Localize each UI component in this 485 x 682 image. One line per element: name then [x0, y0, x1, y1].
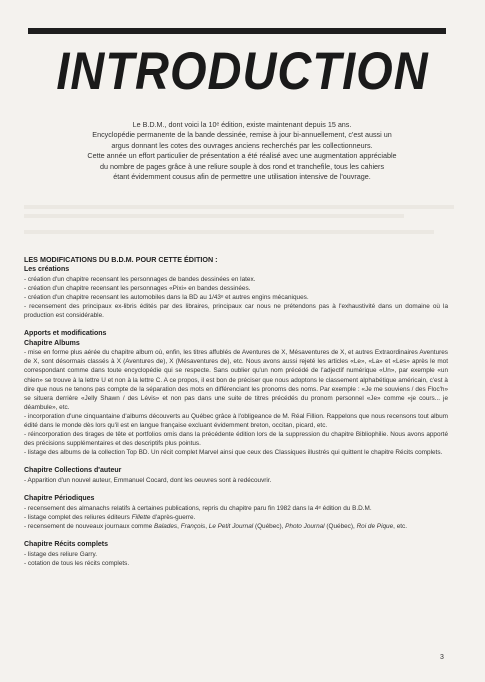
apports-heading: Apports et modifications	[24, 330, 107, 338]
intro-paragraph	[40, 120, 444, 182]
list-item: - mise en forme plus aérée du chapitre album où, enfin, les titres affublés de Aventures de X, Mésaventures de X, et autres Extraordinaires Aventures de X, sont désormais classés à X (Aventures de), X (Mésaventures de), etc. Nous avons aussi rejeté les articles «Le», «La» et «Les» après le mot correspondant comme dans toute encyclopédie qui se respecte. Sans oublier qu'un nom précédé de l'adjectif numérique «Un», par exemple «un chien» se trouve à la lettre U et non à la lettre C. A ce propos, il est bon de préciser que nous adoptons le classement alphabétique américain, c'est à dire que nous ne tenons pas compte de la séparation des mots en différenciant les pronoms des noms. Par exemple : «Je me souviens / des Floc'h» se situera derrière «Jelly Shawn / des Lévis» et non pas dans une suite de titres précédés du pronom personnel «Je» comme «je cours... je déambule», etc.	[24, 349, 448, 411]
list-item: - listage complet des reliures éditeurs Fillette d'après-guerre.	[24, 513, 196, 521]
intro-line: Cette année un effort particulier de présentation a été réalisé avec une augmentation appréciable	[87, 151, 397, 161]
list-item: - création d'un chapitre recensant les automobiles dans la BD au 1/43ᵉ et autres engins mécaniques.	[24, 293, 309, 301]
page-number: 3	[440, 654, 444, 661]
list-item: - recensement des almanachs relatifs à certaines publications, repris du chapitre paru fin 1982 dans la 4ᵉ édition du B.D.M.	[24, 504, 372, 512]
list-item: - listage des albums de la collection Top BD. Un récit complet Marvel ainsi que ceux des Classiques illustrés qui quittent le chapitre Récits complets.	[24, 449, 443, 457]
intro-line: Encyclopédie permanente de la bande dessinée, remise à jour bi-annuellement, c'est aussi un	[92, 130, 392, 140]
list-item: - création d'un chapitre recensant les personnages de bandes dessinées en latex.	[24, 275, 256, 283]
intro-line: argus donnant les cotes des ouvrages anciens recherchés par les collectionneurs.	[111, 140, 373, 150]
list-item: - réincorporation des tirages de tête et portfolios omis dans la précédente édition lors de la suppression du chapitre Bibliophilie. Nous avons apporté des précisions supplémentaires et des descriptifs plus pointus.	[24, 431, 448, 448]
show-through	[24, 230, 434, 234]
show-through	[24, 205, 454, 209]
show-through	[24, 214, 404, 218]
page-title: INTRODUCTION	[56, 40, 429, 101]
list-item: - création d'un chapitre recensant les personnages «Pixi» en bandes dessinées.	[24, 284, 251, 292]
creations-heading: Les créations	[24, 266, 70, 273]
modifications-section	[24, 255, 448, 568]
collections-heading: Chapitre Collections d'auteur	[24, 467, 122, 475]
list-item: - recensement de nouveaux journaux comme Balades, François, Le Petit Journal (Québec), Photo Journal (Québec), Roi de Pique, etc.	[24, 522, 408, 530]
albums-heading: Chapitre Albums	[24, 339, 80, 347]
top-rule	[28, 28, 446, 34]
intro-line: étant évidemment cousus afin de permettre une utilisation intensive de l'ouvrage.	[113, 172, 371, 182]
list-item: - cotation de tous les récits complets.	[24, 559, 130, 567]
periodiques-heading: Chapitre Périodiques	[24, 495, 95, 503]
list-item: - incorporation d'une cinquantaine d'albums découverts au Québec grâce à l'obligeance de M. Réal Fillion. Rappelons que nous recensons tout album édité dans le monde dès lors qu'il est en langue française excluant évidemment breton, occitan, picard, etc.	[24, 412, 448, 429]
list-item: - Apparition d'un nouvel auteur, Emmanuel Cocard, dont les oeuvres sont à redécouvrir.	[24, 476, 272, 484]
intro-line: Le B.D.M., dont voici la 10ᵉ édition, existe maintenant depuis 15 ans.	[132, 120, 352, 129]
recits-heading: Chapitre Récits complets	[24, 540, 109, 548]
intro-line: du nombre de pages grâce à une reliure souple à dos rond et tranchefile, tous les cahiers	[99, 161, 385, 171]
list-item: - recensement des principaux ex-libris édités par des libraires, principaux car nous ne prétendons pas à l'exhaustivité dans un domaine où la production est considérable.	[24, 302, 448, 319]
list-item: - listage des reliure Garry.	[24, 550, 98, 558]
section-title: LES MODIFICATIONS DU B.D.M. POUR CETTE ÉDITION :	[24, 255, 218, 264]
